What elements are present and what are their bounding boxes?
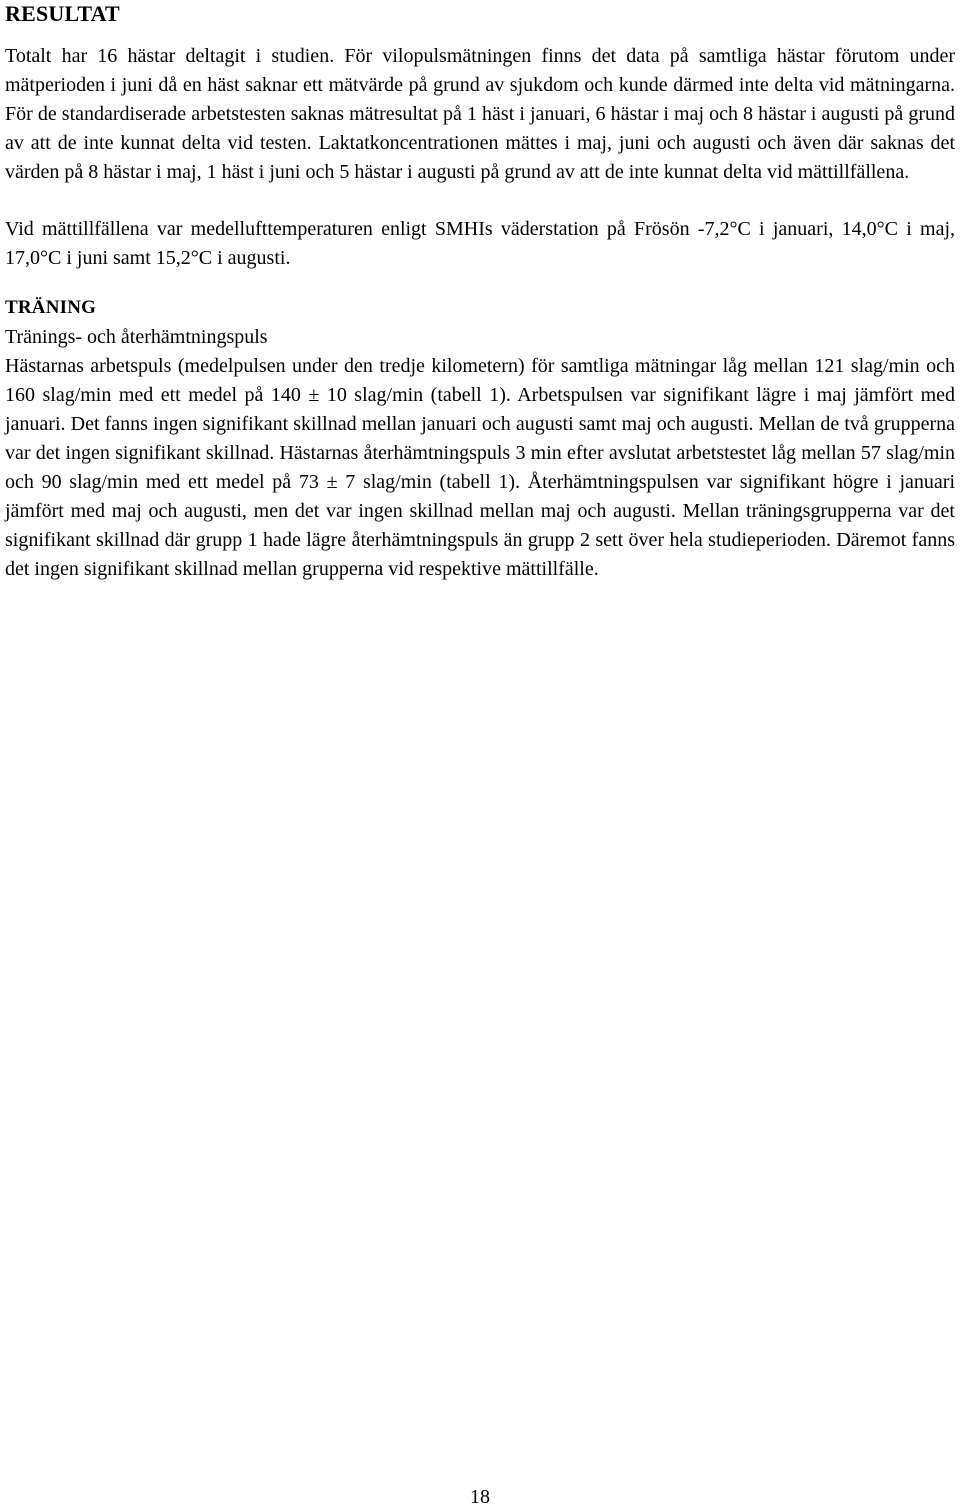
document-page xyxy=(5,0,955,584)
subsection-label: Tränings- och återhämtningspuls xyxy=(5,326,268,348)
subsection-title: TRÄNING xyxy=(5,297,97,318)
section-title: RESULTAT xyxy=(5,1,120,26)
training-paragraph: Hästarnas arbetspuls (medelpulsen under den tredje kilometern) för samtliga mätningar låg mellan 121 slag/min och 160 slag/min med ett medel på 140 ± 10 slag/min (tabell 1). Arbetspulsen var signifikant lägre i maj jämfört med januari. Det fanns ingen signifikant skillnad mellan januari och augusti samt maj och augusti. Mellan de två grupperna var det ingen signifikant skillnad. Hästarnas återhämtningspuls 3 min efter avslutat arbetstestet låg mellan 57 slag/min och 90 slag/min med ett medel på 73 ± 7 slag/min (tabell 1). Återhämtningspulsen var signifikant högre i januari jämfört med maj och augusti, men det var ingen skillnad mellan maj och augusti. Mellan träningsgrupperna var det signifikant skillnad där grupp 1 hade lägre återhämtningspuls än grupp 2 sett över hela studieperioden. Däremot fanns det ingen signifikant skillnad mellan grupperna vid respektive mättillfälle. xyxy=(5,355,955,580)
page-number: 18 xyxy=(470,1486,490,1508)
weather-paragraph: Vid mättillfällena var medellufttemperaturen enligt SMHIs väderstation på Frösön -7,2°C i januari, 14,0°C i maj, 17,0°C i juni samt 15,2°C i augusti. xyxy=(5,218,955,269)
intro-paragraph: Totalt har 16 hästar deltagit i studien. För vilopulsmätningen finns det data på samtliga hästar förutom under mätperioden i juni då en häst saknar ett mätvärde på grund av sjukdom och kunde därmed inte delta vid mätningarna. För de standardiserade arbetstesten saknas mätresultat på 1 häst i januari, 6 hästar i maj och 8 hästar i augusti på grund av att de inte kunnat delta vid testen. Laktatkoncentrationen mättes i maj, juni och augusti och även där saknas det värden på 8 hästar i maj, 1 häst i juni och 5 hästar i augusti på grund av att de inte kunnat delta vid mättillfällena. xyxy=(5,45,955,183)
